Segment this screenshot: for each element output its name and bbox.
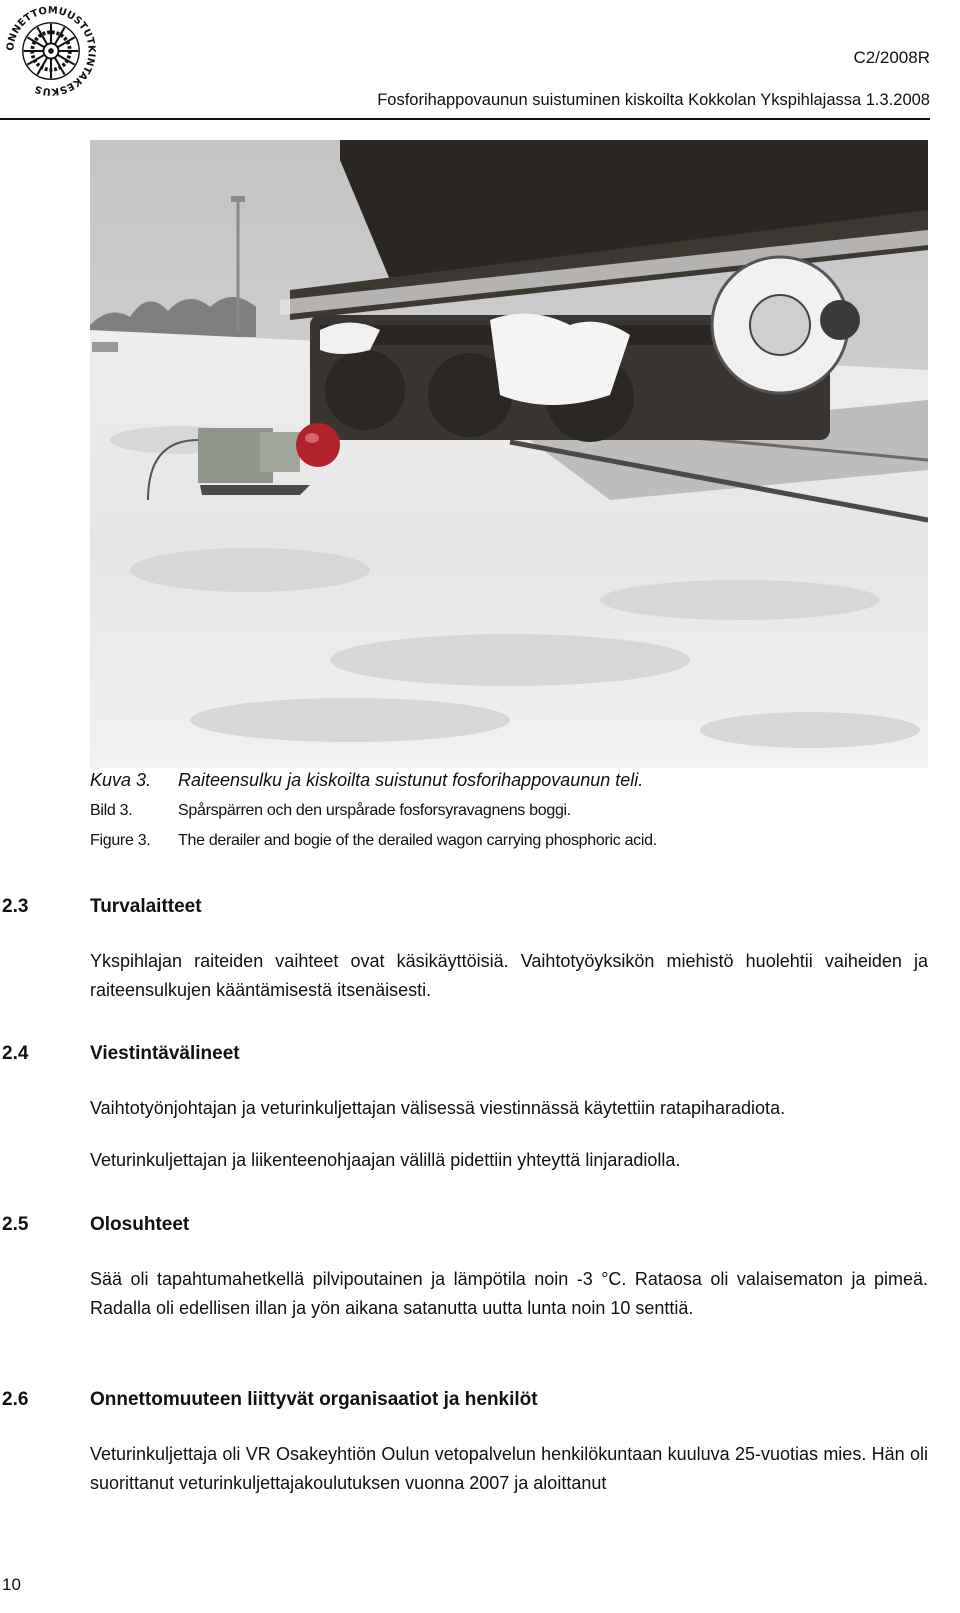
header-rule [0, 118, 930, 120]
caption-label-sv: Bild 3. [90, 802, 133, 819]
section-heading-2-4 [2, 1043, 240, 1065]
figure-caption-fi [90, 770, 643, 791]
section-number: 2.6 [2, 1389, 29, 1410]
section-heading-2-3 [2, 896, 202, 918]
caption-label-fi: Kuva 3. [90, 770, 152, 790]
paragraph-2-3: Ykspihlajan raiteiden vaihteet ovat käsikäyttöisiä. Vaihtotyöyksikön miehistö huolehtii vaiheiden ja raiteensulkujen kääntämisestä itsenäisesti. [90, 951, 928, 1000]
paragraph-2-4-a: Vaihtotyönjohtajan ja veturinkuljettajan välisessä viestinnässä käytettiin ratapiharadiota. [90, 1098, 786, 1118]
caption-text-sv: Spårspärren och den urspårade fosforsyravagnens boggi. [178, 802, 571, 819]
report-code: C2/2008R [853, 48, 930, 67]
caption-text-en: The derailer and bogie of the derailed wagon carrying phosphoric acid. [178, 832, 657, 849]
caption-label-en: Figure 3. [90, 832, 151, 849]
derailed-wagon-bogie-photo [90, 140, 928, 768]
section-heading-2-6 [2, 1389, 538, 1411]
section-title: Viestintävälineet [90, 1043, 240, 1064]
seal-text: ONNETTOMUUSTUTKINTAKESKUS [5, 5, 97, 97]
section-heading-2-5 [2, 1214, 189, 1236]
section-number: 2.4 [2, 1043, 29, 1064]
paragraph-2-4-b: Veturinkuljettajan ja liikenteenohjaajan välillä pidettiin yhteyttä linjaradiolla. [90, 1150, 681, 1170]
section-title: Turvalaitteet [90, 896, 202, 917]
paragraph-2-6: Veturinkuljettaja oli VR Osakeyhtiön Oulun vetopalvelun henkilökuntaan kuuluva 25-vuotias mies. Hän oli suorittanut veturinkuljettajakoulutuksen vuonna 2007 ja aloittanut [90, 1444, 928, 1493]
section-number: 2.5 [2, 1214, 29, 1235]
figure-caption-en [90, 832, 657, 850]
page-number: 10 [2, 1575, 21, 1594]
figure-caption-sv [90, 802, 571, 820]
report-title: Fosforihappovaunun suistuminen kiskoilta Kokkolan Ykspihlajassa 1.3.2008 [377, 91, 930, 109]
section-title: Olosuhteet [90, 1214, 190, 1235]
section-number: 2.3 [2, 896, 29, 917]
paragraph-2-5: Sää oli tapahtumahetkellä pilvipoutainen ja lämpötila noin -3 °C. Rataosa oli valaisematon ja pimeä. Radalla oli edellisen illan ja yön aikana satanutta uutta lunta noin 10 senttiä. [90, 1269, 928, 1318]
section-title: Onnettomuuteen liittyvät organisaatiot ja henkilöt [90, 1389, 538, 1410]
accident-investigation-board-seal-icon [4, 4, 98, 98]
caption-text-fi: Raiteensulku ja kiskoilta suistunut fosforihappovaunun teli. [178, 770, 644, 790]
